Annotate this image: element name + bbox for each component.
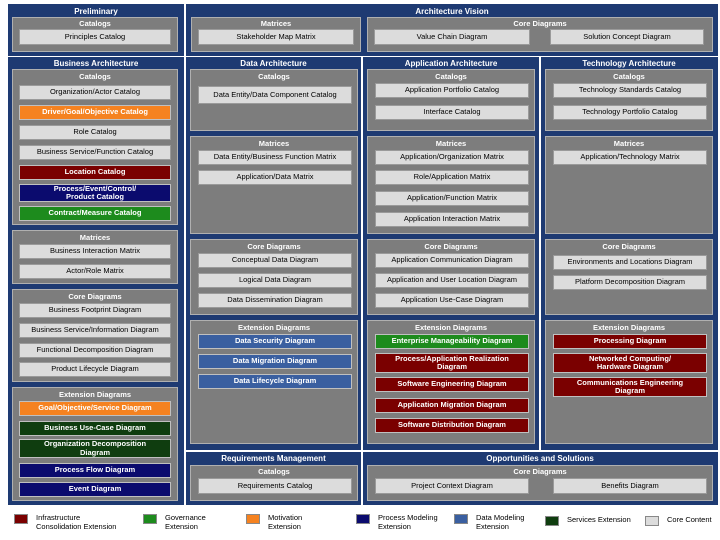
legend-motivation [246,514,302,531]
data-extension-panel [190,320,358,444]
application-architecture-header: Application Architecture [404,59,498,68]
data-lifecycle-diagram[interactable]: Data Lifecycle Diagram [198,374,352,389]
panel-title: Catalogs [258,467,290,476]
panel-title: Extension Diagrams [592,323,666,332]
application-function-matrix[interactable]: Application/Function Matrix [375,191,529,206]
business-footprint-diagram[interactable]: Business Footprint Diagram [19,303,171,318]
legend-services [545,516,631,526]
opportunities-solutions-header: Opportunities and Solutions [486,454,594,463]
legend-label: Motivation Extension [268,513,303,531]
application-core-panel [367,239,535,315]
driver-goal-objective-catalog[interactable]: Driver/Goal/Objective Catalog [19,105,171,120]
bottom-row-divider [186,450,718,452]
application-user-location-diagram[interactable]: Application and User Location Diagram [375,273,529,288]
technology-matrices-panel [545,136,713,234]
middle-divider-1 [184,57,186,505]
process-application-realization-diagram[interactable]: Process/Application Realization Diagram [375,353,529,373]
technology-extension-panel [545,320,713,444]
project-context-diagram[interactable]: Project Context Diagram [375,478,529,494]
panel-title: Core Diagrams [513,19,567,28]
panel-title: Matrices [613,139,645,148]
application-extension-panel [367,320,535,444]
communications-engineering-diagram[interactable]: Communications Engineering Diagram [553,377,707,397]
requirements-catalogs-panel [190,465,358,501]
software-engineering-diagram[interactable]: Software Engineering Diagram [375,377,529,392]
platform-decomposition-diagram[interactable]: Platform Decomposition Diagram [553,275,707,290]
application-communication-diagram[interactable]: Application Communication Diagram [375,253,529,268]
stakeholder-map-matrix[interactable]: Stakeholder Map Matrix [198,29,354,45]
contract-measure-catalog[interactable]: Contract/Measure Catalog [19,206,171,221]
technology-core-panel [545,239,713,315]
business-service-information-diagram[interactable]: Business Service/Information Diagram [19,323,171,338]
data-catalogs-panel [190,69,358,131]
business-core-panel [12,289,178,382]
application-catalogs-panel [367,69,535,131]
business-interaction-matrix[interactable]: Business Interaction Matrix [19,244,171,259]
process-event-control-product-catalog[interactable]: Process/Event/Control/ Product Catalog [19,184,171,202]
application-migration-diagram[interactable]: Application Migration Diagram [375,398,529,413]
legend-swatch [356,514,370,524]
legend-swatch [14,514,28,524]
panel-title: Matrices [258,139,290,148]
preliminary-header: Preliminary [74,7,118,16]
functional-decomposition-diagram[interactable]: Functional Decomposition Diagram [19,343,171,358]
legend-process-modeling [356,514,438,531]
principles-catalog[interactable]: Principles Catalog [19,29,171,45]
panel-title: Extension Diagrams [58,390,132,399]
application-technology-matrix[interactable]: Application/Technology Matrix [553,150,707,165]
legend-swatch [545,516,559,526]
data-migration-diagram[interactable]: Data Migration Diagram [198,354,352,369]
legend-swatch [246,514,260,524]
requirements-management-header: Requirements Management [221,454,326,463]
data-matrices-panel [190,136,358,234]
middle-divider-3 [539,57,541,451]
organization-decomposition-diagram[interactable]: Organization Decomposition Diagram [19,439,171,458]
role-application-matrix[interactable]: Role/Application Matrix [375,170,529,185]
role-catalog[interactable]: Role Catalog [19,125,171,140]
panel-title: Core Diagrams [247,242,301,251]
legend-infrastructure [14,514,116,531]
panel-title: Extension Diagrams [237,323,311,332]
legend-label: Process Modeling Extension [378,513,438,531]
networked-computing-hardware-diagram[interactable]: Networked Computing/ Hardware Diagram [553,353,707,373]
panel-title: Matrices [79,233,111,242]
business-service-function-catalog[interactable]: Business Service/Function Catalog [19,145,171,160]
data-entity-business-function-matrix[interactable]: Data Entity/Business Function Matrix [198,150,352,165]
technology-standards-catalog[interactable]: Technology Standards Catalog [553,83,707,98]
top-divider [184,4,186,56]
legend-label: Data Modeling Extension [476,513,525,531]
data-core-panel [190,239,358,315]
application-matrices-panel [367,136,535,234]
value-chain-diagram[interactable]: Value Chain Diagram [374,29,530,45]
enterprise-manageability-diagram[interactable]: Enterprise Manageability Diagram [375,334,529,349]
panel-title: Catalogs [613,72,645,81]
panel-title: Extension Diagrams [414,323,488,332]
panel-title: Matrices [435,139,467,148]
legend-label: Services Extension [567,515,631,524]
panel-title: Catalogs [79,72,111,81]
business-use-case-diagram[interactable]: Business Use-Case Diagram [19,421,171,436]
goal-objective-service-diagram[interactable]: Goal/Objective/Service Diagram [19,401,171,416]
location-catalog[interactable]: Location Catalog [19,165,171,180]
business-extension-panel [12,387,178,501]
software-distribution-diagram[interactable]: Software Distribution Diagram [375,418,529,433]
panel-title: Core Diagrams [424,242,478,251]
solution-concept-diagram[interactable]: Solution Concept Diagram [550,29,704,45]
processing-diagram[interactable]: Processing Diagram [553,334,707,349]
vision-core-panel [367,17,713,52]
application-data-matrix[interactable]: Application/Data Matrix [198,170,352,185]
legend-swatch [454,514,468,524]
conceptual-data-diagram[interactable]: Conceptual Data Diagram [198,253,352,268]
actor-role-matrix[interactable]: Actor/Role Matrix [19,264,171,279]
business-matrices-panel [12,230,178,284]
vision-matrices-panel [191,17,361,52]
panel-title: Matrices [260,19,292,28]
legend-label: Core Content [667,515,712,524]
legend-data-modeling [454,514,524,531]
panel-title: Catalogs [79,19,111,28]
preliminary-catalogs-panel [12,17,178,52]
requirements-catalog[interactable]: Requirements Catalog [198,478,352,494]
logical-data-diagram[interactable]: Logical Data Diagram [198,273,352,288]
process-flow-diagram[interactable]: Process Flow Diagram [19,463,171,478]
data-security-diagram[interactable]: Data Security Diagram [198,334,352,349]
legend-core-content [645,516,712,526]
technology-architecture-header: Technology Architecture [582,59,676,68]
legend-label: Infrastructure Consolidation Extension [36,513,117,531]
environments-locations-diagram[interactable]: Environments and Locations Diagram [553,255,707,270]
technology-portfolio-catalog[interactable]: Technology Portfolio Catalog [553,105,707,120]
architecture-vision-header: Architecture Vision [415,7,489,16]
panel-title: Core Diagrams [68,292,122,301]
benefits-diagram[interactable]: Benefits Diagram [553,478,707,494]
application-use-case-diagram[interactable]: Application Use-Case Diagram [375,293,529,308]
interface-catalog[interactable]: Interface Catalog [375,105,529,120]
organization-actor-catalog[interactable]: Organization/Actor Catalog [19,85,171,100]
data-dissemination-diagram[interactable]: Data Dissemination Diagram [198,293,352,308]
legend-label: Governance Extension [165,513,206,531]
panel-title: Core Diagrams [513,467,567,476]
legend-swatch [143,514,157,524]
opportunities-core-panel [367,465,713,501]
panel-title: Catalogs [435,72,467,81]
panel-title: Catalogs [258,72,290,81]
data-entity-data-component-catalog[interactable]: Data Entity/Data Component Catalog [198,86,352,104]
application-organization-matrix[interactable]: Application/Organization Matrix [375,150,529,165]
business-architecture-header: Business Architecture [53,59,139,68]
legend-governance [143,514,206,531]
middle-divider-2 [361,57,363,451]
application-interaction-matrix[interactable]: Application Interaction Matrix [375,212,529,227]
application-portfolio-catalog[interactable]: Application Portfolio Catalog [375,83,529,98]
product-lifecycle-diagram[interactable]: Product Lifecycle Diagram [19,362,171,377]
event-diagram[interactable]: Event Diagram [19,482,171,497]
legend-swatch [645,516,659,526]
business-catalogs-panel [12,69,178,225]
panel-title: Core Diagrams [602,242,656,251]
technology-catalogs-panel [545,69,713,131]
data-architecture-header: Data Architecture [240,59,307,68]
